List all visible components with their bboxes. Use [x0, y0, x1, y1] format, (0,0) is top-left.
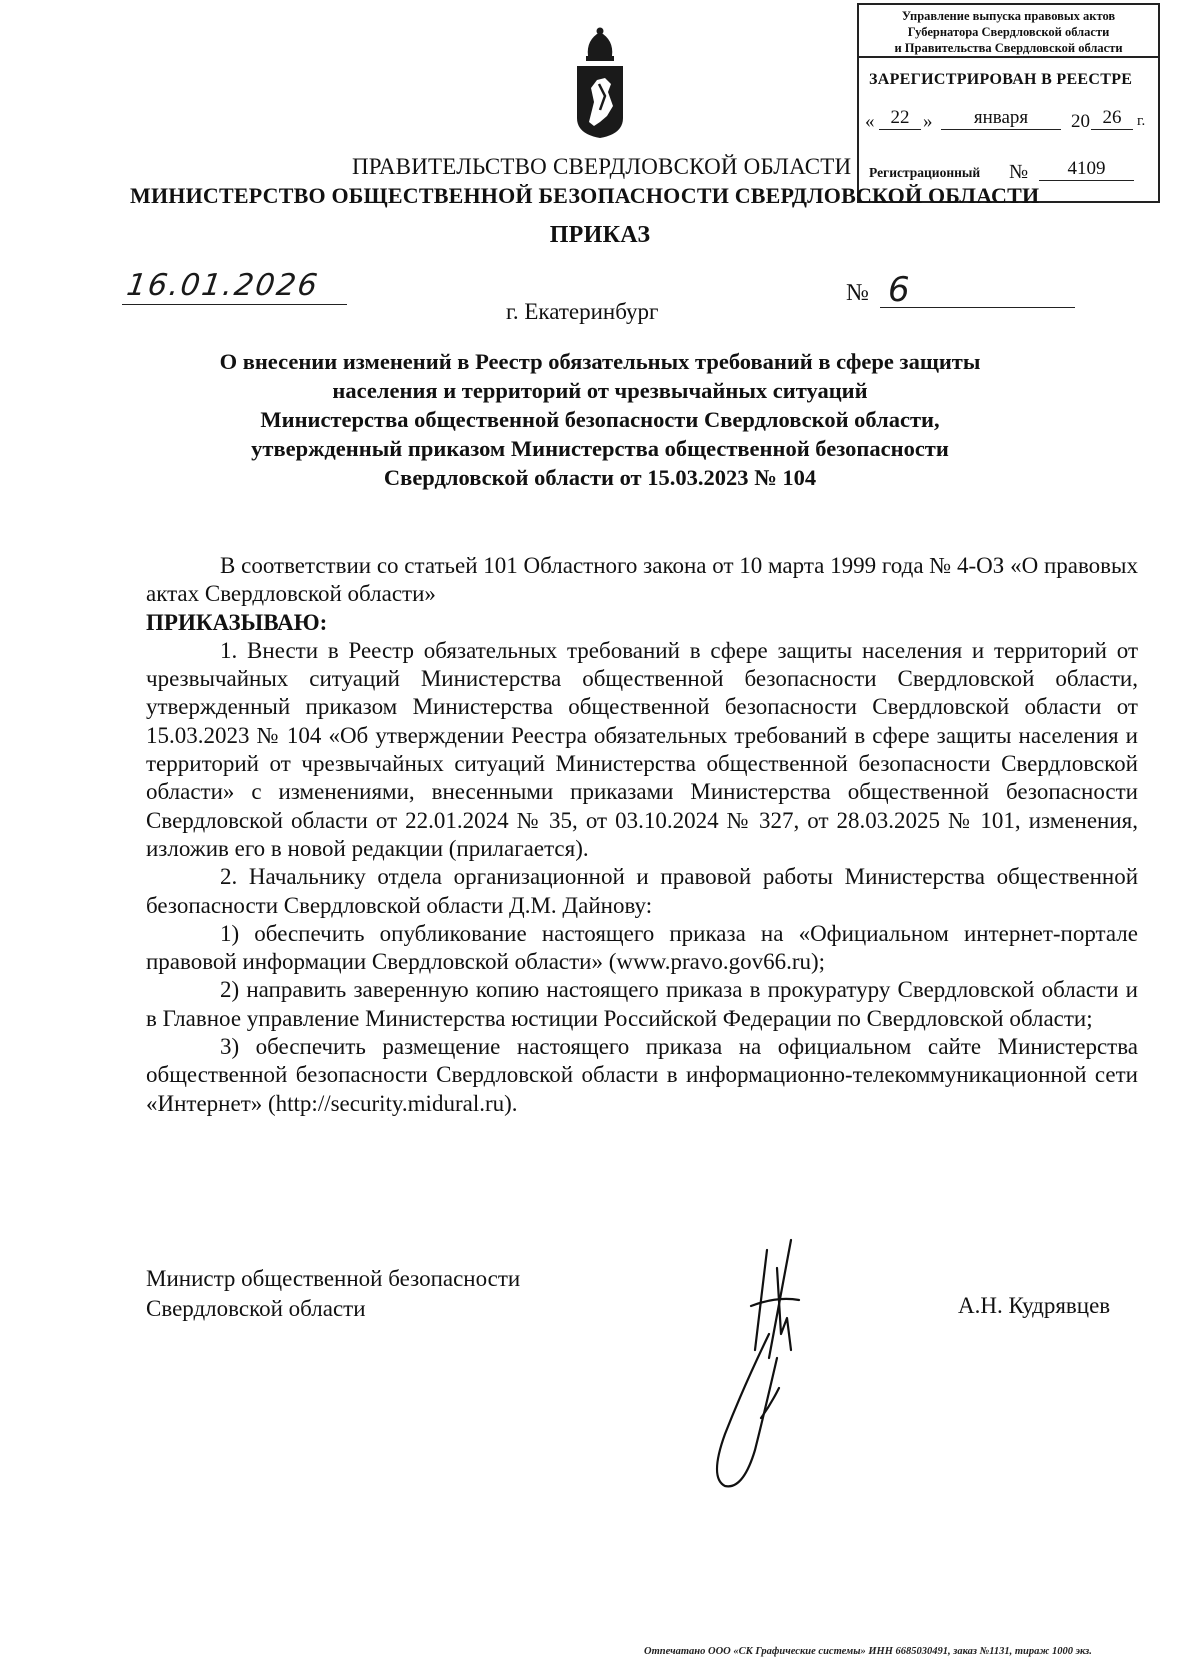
stamp-registered-label: ЗАРЕГИСТРИРОВАН В РЕЕСТРЕ [869, 71, 1133, 88]
item-2-paragraph: 2. Начальнику отдела организационной и правовой работы Министерства общественной безопасности Свердловской области Д.М. Дайнову: [146, 864, 1138, 918]
stamp-header-line: и Правительства Свердловской области [894, 41, 1123, 55]
stamp-no-sign: № [1009, 161, 1029, 183]
coat-of-arms-emblem [572, 26, 628, 138]
stamp-year-prefix: 20 [1071, 111, 1090, 132]
stamp-quote-close: » [923, 111, 933, 132]
stamp-year-unit: г. [1137, 113, 1146, 129]
ministry-heading-wrap [130, 183, 1040, 213]
item-2-2-paragraph: 2) направить заверенную копию настоящего приказа в прокуратуру Свердловской области и в Главное управление Министерства юстиции Российской Федерации по Свердловской области; [146, 977, 1138, 1031]
title-line: утвержденный приказом Министерства общественной безопасности [251, 436, 949, 461]
order-word: ПРИКАЗЫВАЮ: [146, 609, 328, 635]
signatory-name: А.Н. Кудрявцев [958, 1293, 1111, 1318]
number-underline [880, 307, 1075, 308]
handwritten-date: 16.01.2026 [124, 268, 322, 303]
stamp-date-row [865, 107, 1155, 137]
stamp-header [859, 5, 1158, 58]
stamp-year-suffix: 26 [1091, 107, 1133, 130]
item-2-1-paragraph: 1) обеспечить опубликование настоящего приказа на «Официальном интернет-портале правовой информации Свердловской области» (www.pravo.gov66.ru); [146, 920, 1138, 975]
stamp-header-line: Губернатора Свердловской области [907, 25, 1110, 39]
document-body [146, 552, 1138, 1118]
item-2-3-paragraph: 3) обеспечить размещение настоящего приказа на официальном сайте Министерства общественной безопасности Свердловской области в информационно-телекоммуникационной сети «Интернет» (http://security.midural.ru). [146, 1034, 1138, 1116]
preamble-paragraph: В соответствии со статьей 101 Областного закона от 10 марта 1999 года № 4-ОЗ «О правовых актах Свердловской области» [146, 553, 1138, 607]
stamp-month: января [941, 107, 1061, 130]
document-type: ПРИКАЗ [549, 222, 651, 248]
document-title [150, 347, 1050, 492]
handwritten-number: 6 [888, 270, 912, 310]
stamp-header-line: Управление выпуска правовых актов [901, 9, 1116, 23]
ministry-heading: МИНИСТЕРСТВО ОБЩЕСТВЕННОЙ БЕЗОПАСНОСТИ СВЕРДЛОВСКОЙ ОБЛАСТИ [130, 183, 1040, 208]
item-1-paragraph: 1. Внести в Реестр обязательных требований в сфере защиты населения и территорий от чрезвычайных ситуаций Министерства общественной безопасности Свердловской области, утвержденный приказом Министерства общественной безопасности Свердловской области от 15.03.2023 № 104 «Об утверждении Реестра обязательных требований в сфере защиты населения и территорий от чрезвычайных ситуаций Министерства общественной безопасности Свердловской области» с изменениями, внесенными приказами Министерства общественной безопасности Свердловской области от 22.01.2024 № 35, от 03.10.2024 № 327, от 28.03.2025 № 101, изменения, изложив его в новой редакции (прилагается). [146, 637, 1138, 861]
stamp-reg-label: Регистрационный [869, 165, 981, 180]
number-label: № [846, 280, 869, 306]
handwritten-signature [695, 1238, 855, 1498]
registry-stamp [857, 3, 1160, 203]
title-line: Министерства общественной безопасности Свердловской области, [260, 407, 940, 432]
title-line: О внесении изменений в Реестр обязательных требований в сфере защиты [219, 349, 981, 374]
title-line: Свердловской области от 15.03.2023 № 104 [383, 465, 817, 490]
city: г. Екатеринбург [506, 299, 659, 324]
date-underline [122, 304, 347, 305]
signatory-position [146, 1264, 520, 1324]
stamp-reg-number: 4109 [1039, 158, 1134, 181]
title-line: населения и территорий от чрезвычайных ситуаций [332, 378, 868, 403]
stamp-day: 22 [879, 107, 921, 130]
print-footer: Отпечатано ООО «СК Графические системы» ИНН 6685030491, заказ №1131, тираж 1000 экз. [644, 1646, 1092, 1657]
stamp-quote-open: « [865, 111, 875, 132]
government-heading: ПРАВИТЕЛЬСТВО СВЕРДЛОВСКОЙ ОБЛАСТИ [352, 154, 852, 179]
position-line: Министр общественной безопасности [146, 1266, 521, 1291]
position-line: Свердловской области [146, 1296, 366, 1321]
